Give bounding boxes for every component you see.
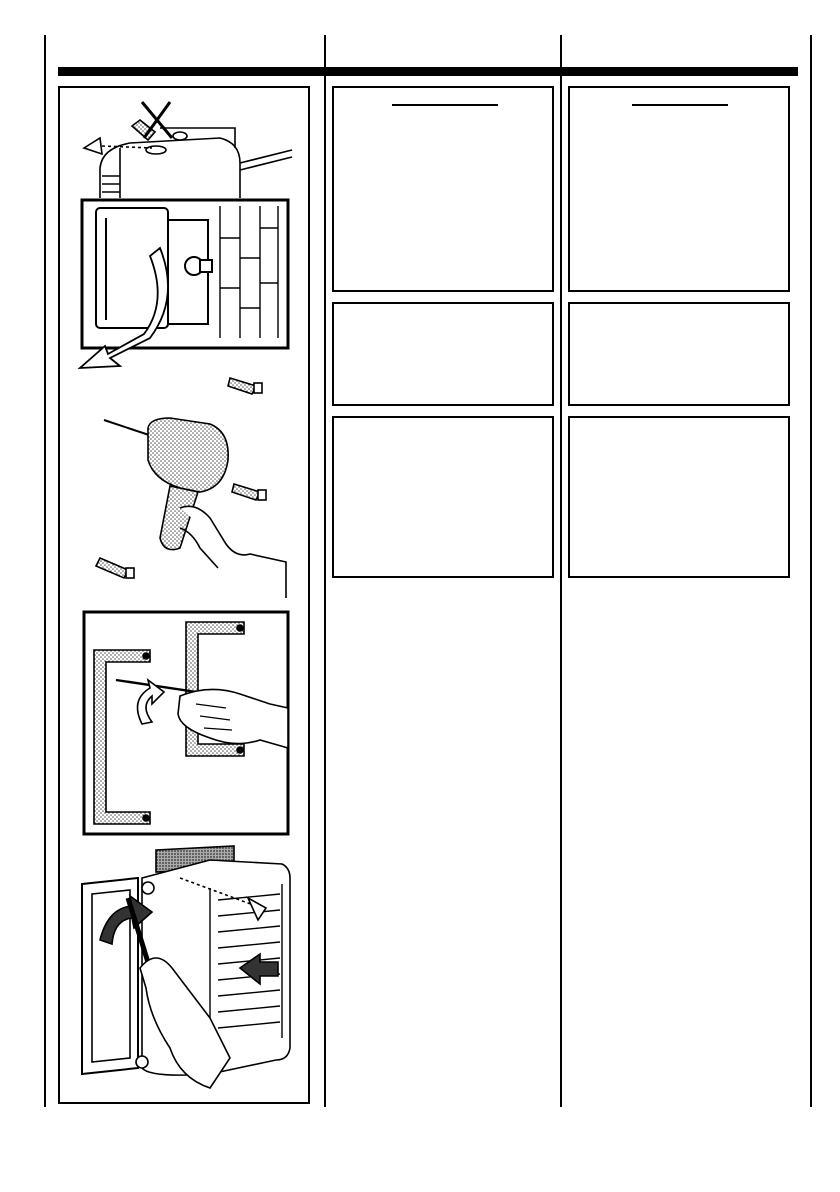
figure-bracket-screwing: [84, 612, 288, 834]
text-box-middle-3: [332, 416, 554, 578]
figure-wall-box: [80, 200, 288, 368]
column-divider-left: [44, 35, 46, 1107]
column-divider-center-right: [560, 35, 562, 1107]
text-box-middle-1: [332, 86, 554, 292]
header-bar: [58, 67, 798, 76]
figure-heater-mounting: [82, 846, 290, 1088]
text-box-right-3: [568, 416, 790, 578]
text-box-right-1: [568, 86, 790, 292]
figure-drilling: [96, 378, 286, 598]
text-box-middle-2: [332, 302, 554, 406]
installation-illustrations: [60, 88, 308, 1102]
column-divider-center-left: [324, 35, 326, 1107]
figure-bracket-removal: [84, 102, 292, 198]
column-divider-right: [810, 35, 812, 1107]
illustration-panel: [58, 86, 310, 1104]
text-box-right-2: [568, 302, 790, 406]
heading-rule: [392, 104, 498, 106]
heading-rule: [632, 104, 728, 106]
